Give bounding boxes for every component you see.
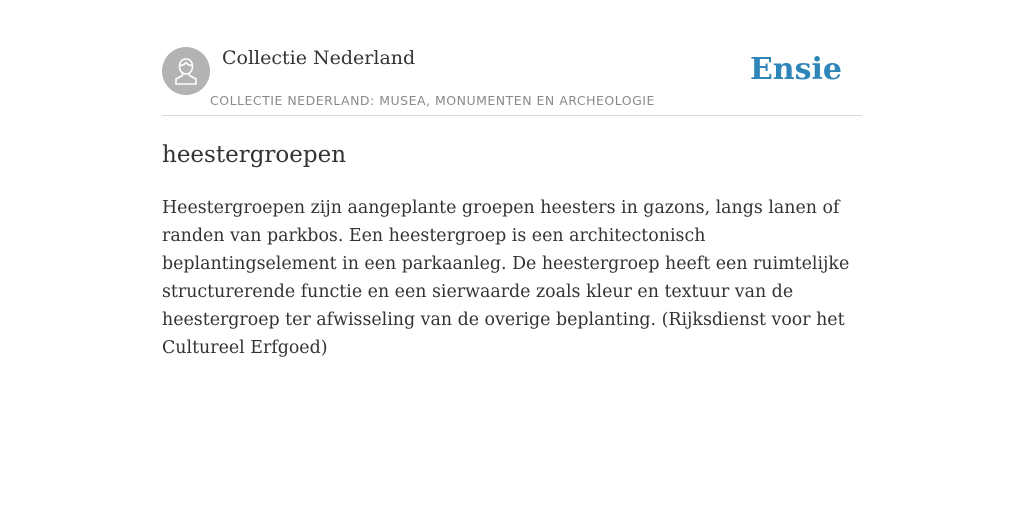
author-avatar[interactable]: [162, 47, 210, 95]
entry-header: [162, 46, 862, 116]
entry-title: heestergroepen: [162, 142, 347, 168]
entry-body: Heestergroepen zijn aangeplante groepen heesters in gazons, langs lanen of randen van parkbos. Een heestergroep is een architectonisch beplantingselement in een parkaanleg. De heestergroep heeft een ruimtelijke structurerende functie en een sierwaarde zoals kleur en textuur van de heestergroep ter afwisseling van de overige beplanting. (Rijksdienst voor het Cultureel Erfgoed): [162, 198, 850, 358]
brand-logo-link[interactable]: Ensie: [749, 52, 842, 87]
entry-card: [162, 46, 862, 362]
user-avatar-icon: [172, 56, 200, 86]
source-label: COLLECTIE NEDERLAND: MUSEA, MONUMENTEN EN ARCHEOLOGIE: [210, 93, 655, 108]
author-link[interactable]: Collectie Nederland: [222, 47, 416, 69]
